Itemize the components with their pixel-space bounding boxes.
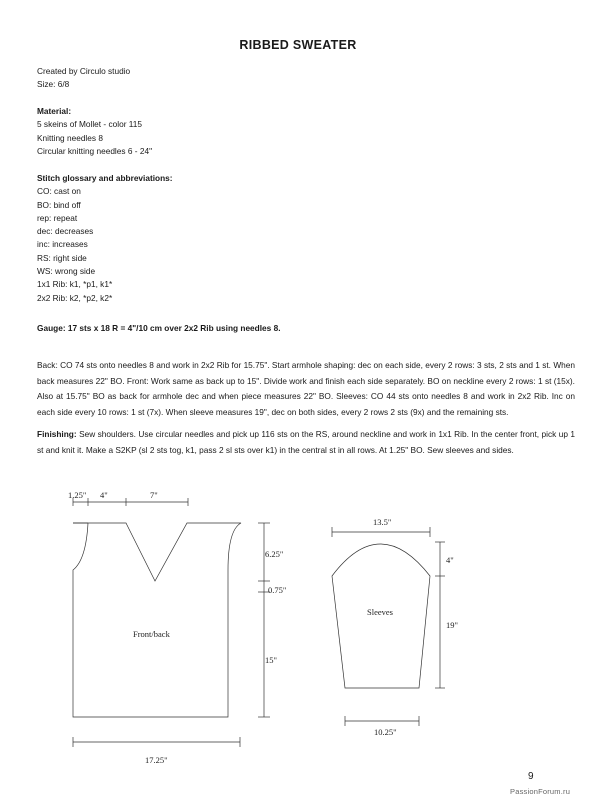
material-heading: Material: <box>37 106 72 116</box>
gauge-line: Gauge: 17 sts x 18 R = 4"/10 cm over 2x2 Rib using needles 8. <box>37 323 281 333</box>
dim-armhole-depth: 6.25" <box>265 549 284 559</box>
dim-shoulder: 1.25" <box>68 490 87 500</box>
front-back-label: Front/back <box>133 629 170 639</box>
finishing-text: Sew shoulders. Use circular needles and pick up 116 sts on the RS, around neckline and work in 1x1 Rib. In the center front, pick up 1 st and knit it. Make a S2KP (sl 2 sts tog, k1, pass 2 sl sts over k1) in the central st in all rows. At 1.25" BO. Sew sleeves and sides. <box>37 429 575 455</box>
material-item: 5 skeins of Mollet - color 115 <box>37 119 142 130</box>
material-item: Circular knitting needles 6 - 24" <box>37 145 153 156</box>
material-item: Knitting needles 8 <box>37 132 103 143</box>
glossary-item: rep: repeat <box>37 212 78 223</box>
dim-sleeve-cuff: 10.25" <box>374 727 397 737</box>
dim-neck-width: 7" <box>150 490 158 500</box>
size-line: Size: 6/8 <box>37 79 70 90</box>
glossary-item: 2x2 Rib: k2, *p2, k2* <box>37 292 113 303</box>
front-back-outline <box>73 523 241 717</box>
glossary-item: inc: increases <box>37 239 88 250</box>
dim-body-length: 15" <box>265 655 277 665</box>
dim-neck-side: 4" <box>100 490 108 500</box>
schematic-diagram <box>0 480 596 780</box>
pattern-title: RIBBED SWEATER <box>239 38 357 52</box>
sleeves-label: Sleeves <box>367 607 393 617</box>
finishing-paragraph <box>37 427 575 458</box>
site-watermark: PassionForum.ru <box>510 787 571 796</box>
dim-sleeve-length: 19" <box>446 620 458 630</box>
glossary-item: RS: right side <box>37 252 87 263</box>
instructions-paragraph: Back: CO 74 sts onto needles 8 and work in 2x2 Rib for 15.75". Start armhole shaping: dec on each side, every 2 rows: 3 sts, 2 sts and 1 st. When back measures 22" BO. Front: Work same as back up to 15". Divide work and finish each side separately. BO on neckline every 2 rows: 1 st (15x). Also at 15.75" BO as back for armhole dec and when piece measures 22" BO. Sleeves: CO 44 sts onto needles 8 and work in 2x2 Rib. Inc on each side every 10 rows: 1 st (7x). When sleeve measures 19", dec on both sides, every 2 rows 2 sts (9x) and the remaining sts. <box>37 360 575 418</box>
dim-width: 17.25" <box>145 755 168 765</box>
intro-block <box>37 65 130 92</box>
glossary-item: WS: wrong side <box>37 266 96 277</box>
glossary-item: 1x1 Rib: k1, *p1, k1* <box>37 279 113 290</box>
glossary-item: dec: decreases <box>37 226 94 237</box>
glossary-item: BO: bind off <box>37 199 81 210</box>
dim-sleeve-top: 13.5" <box>373 517 392 527</box>
dim-sleeve-cap: 4" <box>446 555 454 565</box>
finishing-label: Finishing: <box>37 429 77 439</box>
material-section <box>37 105 152 158</box>
created-by: Created by Circulo studio <box>37 66 131 76</box>
page-number: 9 <box>528 771 534 782</box>
glossary-section <box>37 172 173 305</box>
glossary-heading: Stitch glossary and abbreviations: <box>37 173 173 183</box>
dim-armhole-shaping: 0.75" <box>268 585 287 595</box>
glossary-item: CO: cast on <box>37 186 81 197</box>
